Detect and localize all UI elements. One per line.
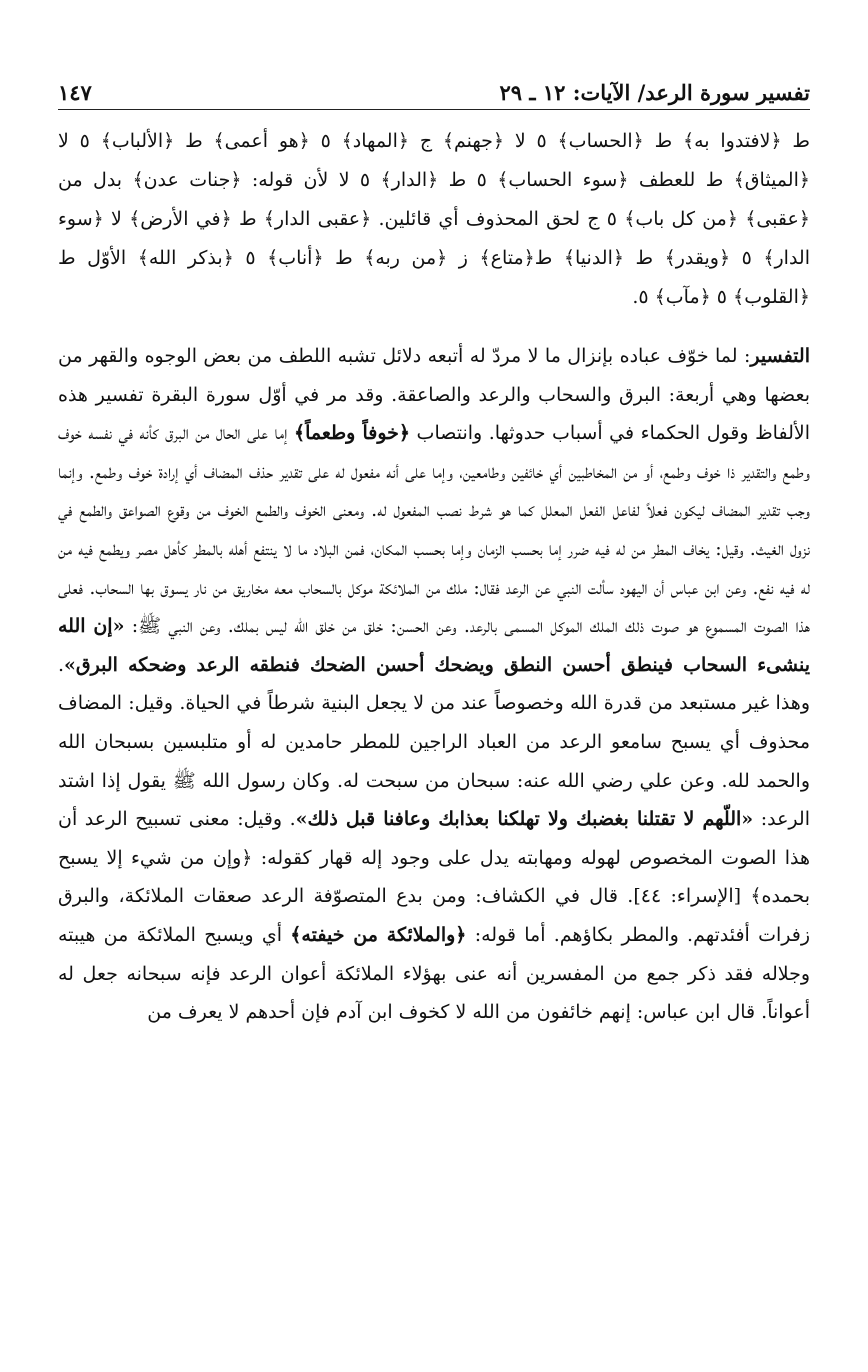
quran-quote-1: ﴿خوفاً وطعماً﴾	[293, 422, 411, 445]
tafsir-text-6: أي ويسبح الملائكة من هيبته وجلاله فقد ذكر جمع من المفسرين أنه عنى بهؤلاء الملائكة أعوان الرعد فإنه سبحانه جعل له أعواناً. قال ابن عباس: إنهم خائفون من الله لا كخوف ابن آدم فإن أحدهم لا يعرف من	[58, 923, 810, 1024]
tafsir-text-1: : لما خوّف عباده بإنزال ما لا مردّ له أتبعه دلائل تشبه اللطف من بعض الوجوه والقهر من بعضها وهي أربعة: البرق والسحاب والرعد والصاعقة. وقد مر في أوّل سورة البقرة تفسير هذه الألفاظ وقول الحكماء في أسباب حدوثها. وانتصاب	[58, 345, 810, 445]
hadith-quote-2: «اللّهم لا تقتلنا بغضبك ولا تهلكنا بعذابك وعافنا قبل ذلك»	[295, 808, 754, 831]
tafsir-heading: التفسير	[750, 345, 810, 367]
running-header	[58, 70, 810, 110]
tafsir-text-2: إما على الحال من البرق كأنه في نفسه خوف وطمع والتقدير ذا خوف وطمع، أو من المخاطبين أي خائفين وطامعين، وإما على أنه مفعول له على تقدير حذف المضاف أي إرادة خوف وطمع. وإنما وجب تقدير المضاف ليكون فعلاً لفاعل الفعل المعلل كما هو شرط نصب المفعول له. ومعنى الخوف والطمع الخوف من وقوع الصواعق والطمع في نزول الغيث. وقيل: يخاف المطر من له فيه ضرر إما بحسب الزمان وإما بحسب المكان، فمن البلاد ما لا ينتفع أهله بالمطر كأهل مصر ويطمع فيه من له فيه نفع. وعن ابن عباس أن اليهود سألت النبي عن الرعد فقال: ملك من الملائكة موكل بالسحاب معه مخاريق من نار يسوق بها السحاب. فعلى هذا الصوت المسموع هو صوت ذلك الملك الموكل المسمى بالرعد. وعن الحسن: خلق من خلق الله ليس بملك. وعن النبي ﷺ:	[58, 422, 811, 638]
quran-quote-3: ﴿والملائكة من خيفته﴾	[290, 923, 467, 946]
tafsir-paragraph	[58, 337, 810, 1032]
tafsir-text-5: [الإسراء: ٤٤]. قال في الكشاف: ومن بدع المتصوّفة الرعد صعقات الملائكة، والبرق زفرات أفئدتهم. والمطر بكاؤهم. أما قوله:	[58, 885, 810, 946]
page-number: ١٤٧	[58, 80, 92, 105]
running-title: تفسير سورة الرعد/ الآيات: ١٢ ـ ٢٩	[499, 80, 810, 105]
tafsir-text-3: . وهذا غير مستبعد من قدرة الله وخصوصاً عند من لا يجعل البنية شرطاً في الحياة. وقيل: المضاف محذوف أي يسبح سامعو الرعد من العباد الراجين للمطر حامدين له أو متلبسين بسبحان الله والحمد لله. وعن علي رضي الله عنه: سبحان من سبحت له. وكان رسول الله ﷺ يقول إذا اشتد الرعد:	[58, 653, 810, 831]
tafsir-text-4: . وقيل: معنى تسبيح الرعد أن هذا الصوت المخصوص لهوله ومهابته يدل على وجود إله قهار كقوله:	[58, 808, 810, 869]
waqf-notes: ط ﴿لافتدوا به﴾ ط ﴿الحساب﴾ ٥ لا ﴿جهنم﴾ ج ﴿المهاد﴾ ٥ ﴿هو أعمى﴾ ط ﴿الألباب﴾ ٥ لا ﴿الميثاق﴾ ط للعطف ﴿سوء الحساب﴾ ٥ ط ﴿الدار﴾ ٥ لا لأن قوله: ﴿جنات عدن﴾ بدل من ﴿عقبى﴾ ﴿من كل باب﴾ ٥ ج لحق المحذوف أي قائلين. ﴿عقبى الدار﴾ ط ﴿في الأرض﴾ لا ﴿سوء الدار﴾ ٥ ﴿ويقدر﴾ ط ﴿الدنيا﴾ ط﴿متاع﴾ ز ﴿من ربه﴾ ط ﴿أناب﴾ ٥ ﴿بذكر الله﴾ الأوّل ط ﴿القلوب﴾ ٥ ﴿مآب﴾ ٥.	[58, 130, 811, 308]
hadith-quote-1: «إن الله ينشىء السحاب فينطق أحسن النطق ويضحك أحسن الضحك فنطقه الرعد وضحكه البرق»	[58, 615, 810, 676]
quran-quote-2: ﴿وإن من شيء إلا يسبح بحمده﴾	[58, 846, 810, 908]
page-body	[58, 122, 810, 1032]
